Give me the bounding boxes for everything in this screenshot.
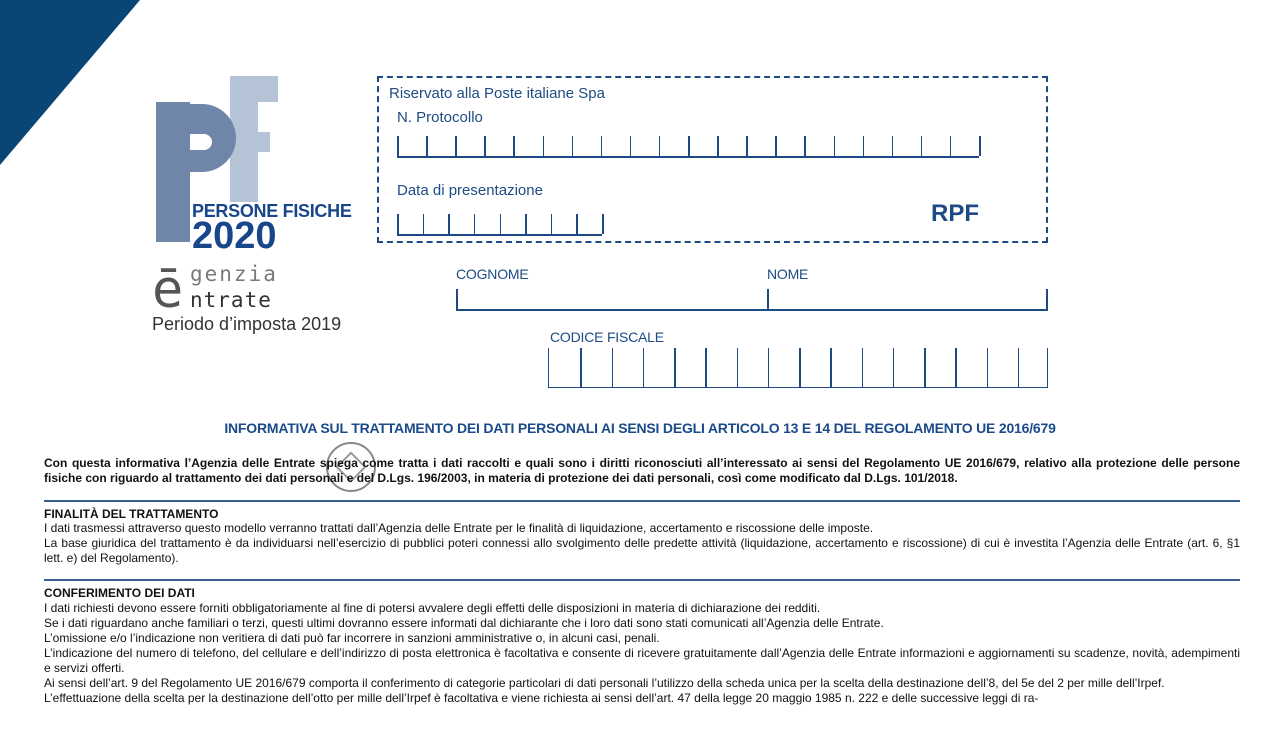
data-presentazione-field[interactable] xyxy=(397,212,602,236)
corner-decoration xyxy=(0,0,140,165)
comb-tick xyxy=(513,136,515,156)
section-divider xyxy=(44,579,1240,581)
cf-cell-divider xyxy=(893,348,895,387)
protocollo-label: N. Protocollo xyxy=(397,109,483,126)
section-body-finalita xyxy=(44,521,1240,566)
logo-p-letter xyxy=(156,102,190,242)
comb-tick xyxy=(892,136,894,156)
comb-tick xyxy=(525,214,527,234)
comb-tick xyxy=(775,136,777,156)
section-title-conferimento: CONFERIMENTO DEI DATI xyxy=(44,586,195,600)
comb-tick xyxy=(602,214,604,234)
comb-tick xyxy=(630,136,632,156)
nome-field[interactable] xyxy=(767,289,1048,311)
pf-logo xyxy=(150,72,390,342)
comb-tick xyxy=(426,136,428,156)
comb-tick xyxy=(576,214,578,234)
comb-tick xyxy=(397,214,399,234)
codice-fiscale-label: CODICE FISCALE xyxy=(550,329,664,345)
logo-f-letter-top xyxy=(230,76,278,102)
cf-cell-divider xyxy=(612,348,614,387)
agenzia-text: genzia xyxy=(190,262,278,286)
cognome-label: COGNOME xyxy=(456,266,529,282)
paragraph: Ai sensi dell’art. 9 del Regolamento UE 2016/679 comporta il conferimento di categorie particolari di dati personali l’utilizzo della scheda unica per la scelta della destinazione dell’8, del 5e del 2 per mille dell’Irpef. xyxy=(44,676,1165,690)
codice-fiscale-field[interactable] xyxy=(548,348,1048,388)
agenzia-entrate-logo xyxy=(152,258,377,320)
paragraph: La base giuridica del trattamento è da individuarsi nell’esercizio di pubblici poteri connessi allo svolgimento delle predette attività (liquidazione, accertamento e riscossione) di cui è investita l’Agenzia delle Entrate (art. 6, §1 lett. e) del Regolamento). xyxy=(44,536,1240,565)
entrate-text: ntrate xyxy=(190,288,272,312)
cf-cell-divider xyxy=(955,348,957,387)
cf-cell-divider xyxy=(643,348,645,387)
comb-tick xyxy=(950,136,952,156)
reserved-title: Riservato alla Poste italiane Spa xyxy=(389,85,605,102)
comb-tick xyxy=(921,136,923,156)
comb-tick xyxy=(500,214,502,234)
comb-tick xyxy=(804,136,806,156)
cf-cell-divider xyxy=(1018,348,1020,387)
comb-tick xyxy=(717,136,719,156)
protocollo-field[interactable] xyxy=(397,134,979,158)
comb-tick xyxy=(659,136,661,156)
comb-tick xyxy=(397,136,399,156)
cognome-field[interactable] xyxy=(456,289,767,311)
cf-cell-divider xyxy=(987,348,989,387)
comb-tick xyxy=(746,136,748,156)
paragraph: I dati richiesti devono essere forniti obbligatoriamente al fine di potersi avvalere degli effetti delle disposizioni in materia di dichiarazione dei redditi. xyxy=(44,601,821,615)
section-title-finalita: FINALITÀ DEL TRATTAMENTO xyxy=(44,507,219,521)
nome-label: NOME xyxy=(767,266,809,282)
comb-tick xyxy=(979,136,981,156)
section-body-conferimento xyxy=(44,601,1240,706)
comb-tick xyxy=(834,136,836,156)
cf-cell-divider xyxy=(580,348,582,387)
paragraph: L’indicazione del numero di telefono, del cellulare e dell’indirizzo di posta elettronica è facoltativa e consente di ricevere gratuitamente dall’Agenzia delle Entrate informazioni e aggiornamenti su scadenze, novità, adempimenti e servizi offerti. xyxy=(44,646,1240,675)
paragraph: Se i dati riguardano anche familiari o terzi, questi ultimi dovranno essere informati dal dichiarante che i loro dati sono stati comunicati all’Agenzia delle Entrate. xyxy=(44,616,884,630)
logo-f-letter-mid xyxy=(230,132,270,152)
privacy-heading: INFORMATIVA SUL TRATTAMENTO DEI DATI PERSONALI AI SENSI DEGLI ARTICOLO 13 E 14 DEL REGOLAMENTO UE 2016/679 xyxy=(224,420,1056,436)
data-presentazione-label: Data di presentazione xyxy=(397,182,543,199)
comb-tick xyxy=(601,136,603,156)
cf-cell-divider xyxy=(862,348,864,387)
paragraph: I dati trasmessi attraverso questo modello verranno trattati dall’Agenzia delle Entrate per le finalità di liquidazione, accertamento e riscossione delle imposte. xyxy=(44,521,874,535)
agenzia-e-letter: ē xyxy=(152,260,184,320)
comb-tick xyxy=(484,136,486,156)
cf-cell-divider xyxy=(799,348,801,387)
paragraph: L’effettuazione della scelta per la destinazione dell’otto per mille dell’Irpef è facoltativa e viene richiesta ai sensi dell’art. 47 della legge 20 maggio 1985 n. 222 e delle successive leggi di ra- xyxy=(44,691,1039,705)
cf-cell-divider xyxy=(924,348,926,387)
logo-year: 2020 xyxy=(192,215,277,257)
comb-tick xyxy=(572,136,574,156)
model-code: RPF xyxy=(931,200,979,227)
comb-tick xyxy=(543,136,545,156)
privacy-intro: Con questa informativa l’Agenzia delle Entrate spiega come tratta i dati raccolti e quali sono i diritti riconosciuti all’interessato ai sensi del Regolamento UE 2016/679, relativo alla protezione delle persone fisiche con riguardo al trattamento dei dati personali e del D.Lgs. 196/2003, in materia di protezione dei dati personali, così come modificato dal D.Lgs. 101/2018. xyxy=(44,456,1240,485)
cf-cell-divider xyxy=(674,348,676,387)
comb-tick xyxy=(863,136,865,156)
comb-tick xyxy=(688,136,690,156)
comb-tick xyxy=(551,214,553,234)
cf-cell-divider xyxy=(768,348,770,387)
comb-tick xyxy=(474,214,476,234)
reserved-poste-box xyxy=(377,76,1048,243)
logo-persone-fisiche: PERSONE FISICHE xyxy=(192,201,352,221)
cf-cell-divider xyxy=(830,348,832,387)
section-divider xyxy=(44,500,1240,502)
tax-period: Periodo d’imposta 2019 xyxy=(152,314,342,334)
logo-p-letter-counter xyxy=(190,134,212,150)
comb-tick xyxy=(455,136,457,156)
comb-tick xyxy=(448,214,450,234)
cf-cell-divider xyxy=(705,348,707,387)
comb-tick xyxy=(423,214,425,234)
cf-cell-divider xyxy=(737,348,739,387)
paragraph: L’omissione e/o l’indicazione non veritiera di dati può far incorrere in sanzioni amministrative o, in alcuni casi, penali. xyxy=(44,631,660,645)
